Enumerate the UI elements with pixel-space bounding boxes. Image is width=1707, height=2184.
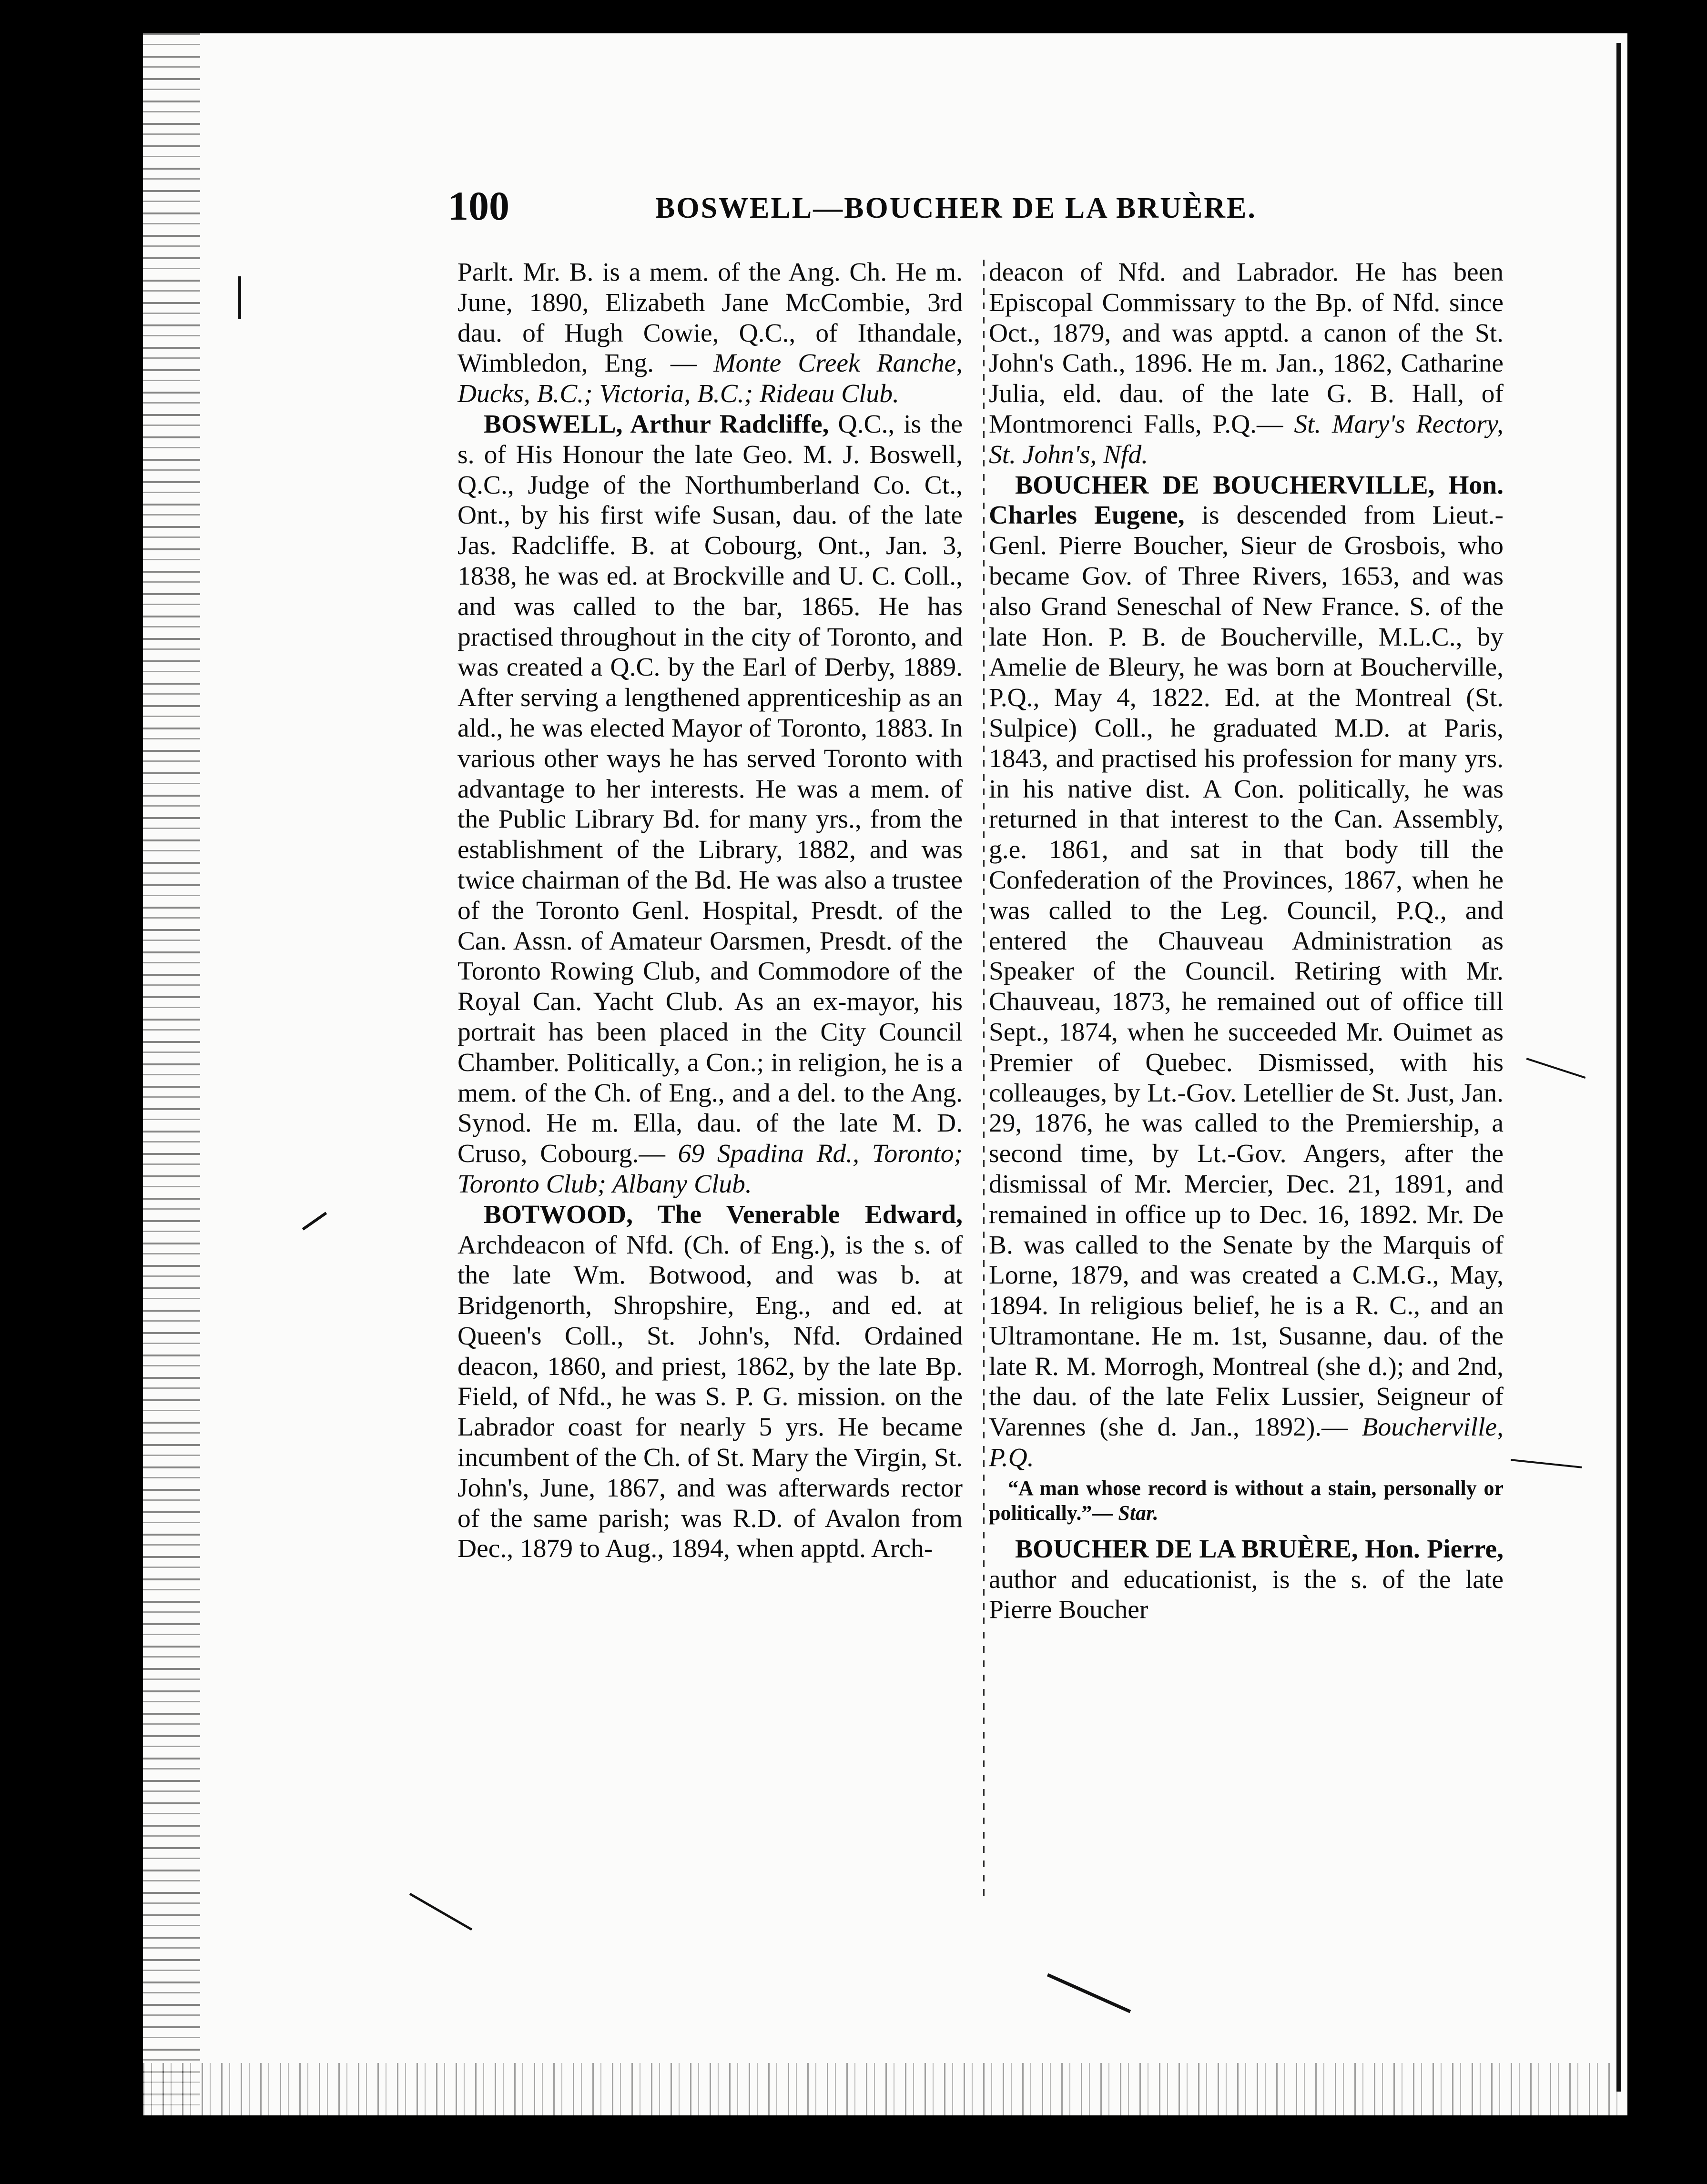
left-column (457, 257, 963, 1564)
entry-name: BOUCHER DE LA BRUÈRE, Hon. Pierre, (1015, 1534, 1504, 1564)
entry-name: BOTWOOD, The Venerable Edward, (484, 1200, 963, 1229)
entry-body: is descended from Lieut.-Genl. Pierre Boucher, Sieur de Grosbois, who became Gov. of Three Rivers, 1653, and was also Grand Seneschal of New France. S. of the late Hon. P. B. de Boucherville, M.L.C., by Amelie de Bleury, he was born at Boucherville, P.Q., May 4, 1822. Ed. at the Montreal (St. Sulpice) Coll., he graduated M.D. at Paris, 1843, and practised his profession for many yrs. in his native dist. A Con. politically, he was returned in that interest to the Can. Assembly, g.e. 1861, and sat in that body till the Confederation of the Provinces, 1867, when he was called to the Leg. Council, P.Q., and entered the Chauveau Administration as Speaker of the Council. Retiring with Mr. Chauveau, 1873, he remained out of office till Sept., 1874, when he succeeded Mr. Ouimet as Premier of Quebec. Dismissed, with his colleauges, by Lt.-Gov. Letellier de St. Just, Jan. 29, 1876, he was called to the Premiership, a second time, by Lt.-Gov. Angers, after the dismissal of Mr. Mercier, Dec. 21, 1891, and remained in office up to Dec. 16, 1892. Mr. De B. was called to the Senate by the Marquis of Lorne, 1879, and was created a C.M.G., May, 1894. In religious belief, he is a R. C., and an Ultramontane. He m. 1st, Susanne, dau. of the late R. M. Morrogh, Montreal (she d.); and 2nd, the dau. of the late Felix Lussier, Seigneur of Varennes (she d. Jan., 1892).— (989, 501, 1504, 1442)
page-edge-line (1616, 43, 1621, 2092)
scan-noise-bottom (143, 2063, 1639, 2115)
entry-boswell (457, 409, 963, 1200)
scan-border-right (1627, 33, 1670, 2115)
entry-boucherville (989, 470, 1504, 1473)
column-divider (983, 260, 985, 1899)
entry-name: BOUCHER DE BOUCHERVILLE, Hon. Charles Eugene, (989, 470, 1504, 530)
page-header (448, 182, 1334, 234)
entry-body: Archdeacon of Nfd. (Ch. of Eng.), is the s. of the late Wm. Botwood, and was b. at Bridgenorth, Shropshire, Eng., and ed. at Queen's Coll., St. John's, Nfd. Ordained deacon, 1860, and priest, 1862, by the late Bp. Field, of Nfd., he was S. P. G. mission. on the Labrador coast for nearly 5 yrs. He became incumbent of the Ch. of St. Mary the Virgin, St. John's, June, 1867, and was afterwards rector of the same parish; was R.D. of Avalon from Dec., 1879 to Aug., 1894, when apptd. Arch- (457, 1230, 963, 1564)
stray-mark (238, 276, 241, 319)
entry-body: author and educationist, is the s. of the late Pierre Boucher (989, 1565, 1504, 1625)
entry-botwood-continued (989, 257, 1504, 470)
continuation-text: Parlt. Mr. B. is a mem. of the Ang. Ch. He m. June, 1890, Elizabeth Jane McCombie, 3rd dau. of Hugh Cowie, Q.C., of Ithandale, Wimbledon, Eng. — (457, 258, 963, 378)
entry-bruere (989, 1534, 1504, 1625)
entry-address: 69 Spadina Rd., Toronto; Toronto Club; Albany Club. (457, 1139, 963, 1199)
quote-text: “A man whose record is without a stain, personally or politically.”— (989, 1476, 1504, 1525)
quote-source: Star. (1118, 1501, 1158, 1525)
scan-noise-left (143, 33, 200, 2115)
entry-botwood (457, 1200, 963, 1565)
entry-body: Q.C., is the s. of His Honour the late Geo. M. J. Boswell, Q.C., Judge of the Northumberland Co. Ct., Ont., by his first wife Susan, dau. of the late Jas. Radcliffe. B. at Cobourg, Ont., Jan. 3, 1838, he was ed. at Brockville and U. C. Coll., and was called to the bar, 1865. He has practised throughout in the city of Toronto, and was created a Q.C. by the Earl of Derby, 1889. After serving a lengthened apprenticeship as an ald., he was elected Mayor of Toronto, 1883. In various other ways he has served Toronto with advantage to her interests. He was a mem. of the Public Library Bd. for many yrs., from the establishment of the Library, 1882, and was twice chairman of the Bd. He was also a trustee of the Toronto Genl. Hospital, Presdt. of the Can. Assn. of Amateur Oarsmen, Presdt. of the Toronto Rowing Club, and Commodore of the Royal Can. Yacht Club. As an ex-mayor, his portrait has been placed in the City Council Chamber. Politically, a Con.; in religion, he is a mem. of the Ch. of Eng., and a del. to the Ang. Synod. He m. Ella, dau. of the late M. D. Cruso, Cobourg.— (457, 409, 963, 1169)
running-head: BOSWELL—BOUCHER DE LA BRUÈRE. (655, 192, 1257, 224)
press-quote (989, 1476, 1504, 1526)
entry-name: BOSWELL, Arthur Radcliffe, (484, 409, 829, 439)
continuation-address: Monte Creek Ranche, Ducks, B.C.; Victoria, B.C.; Rideau Club. (457, 349, 963, 409)
entry-continuation (457, 257, 963, 409)
right-column (989, 257, 1504, 1625)
entry-address: St. Mary's Rectory, St. John's, Nfd. (989, 409, 1504, 469)
entry-address: Boucherville, P.Q. (989, 1413, 1504, 1473)
entry-body: deacon of Nfd. and Labrador. He has been Episcopal Commissary to the Bp. of Nfd. since Oct., 1879, and was apptd. a canon of the St. John's Cath., 1896. He m. Jan., 1862, Catharine Julia, eld. dau. of the late G. B. Hall, of Montmorenci Falls, P.Q.— (989, 258, 1504, 439)
page-number: 100 (448, 183, 509, 229)
